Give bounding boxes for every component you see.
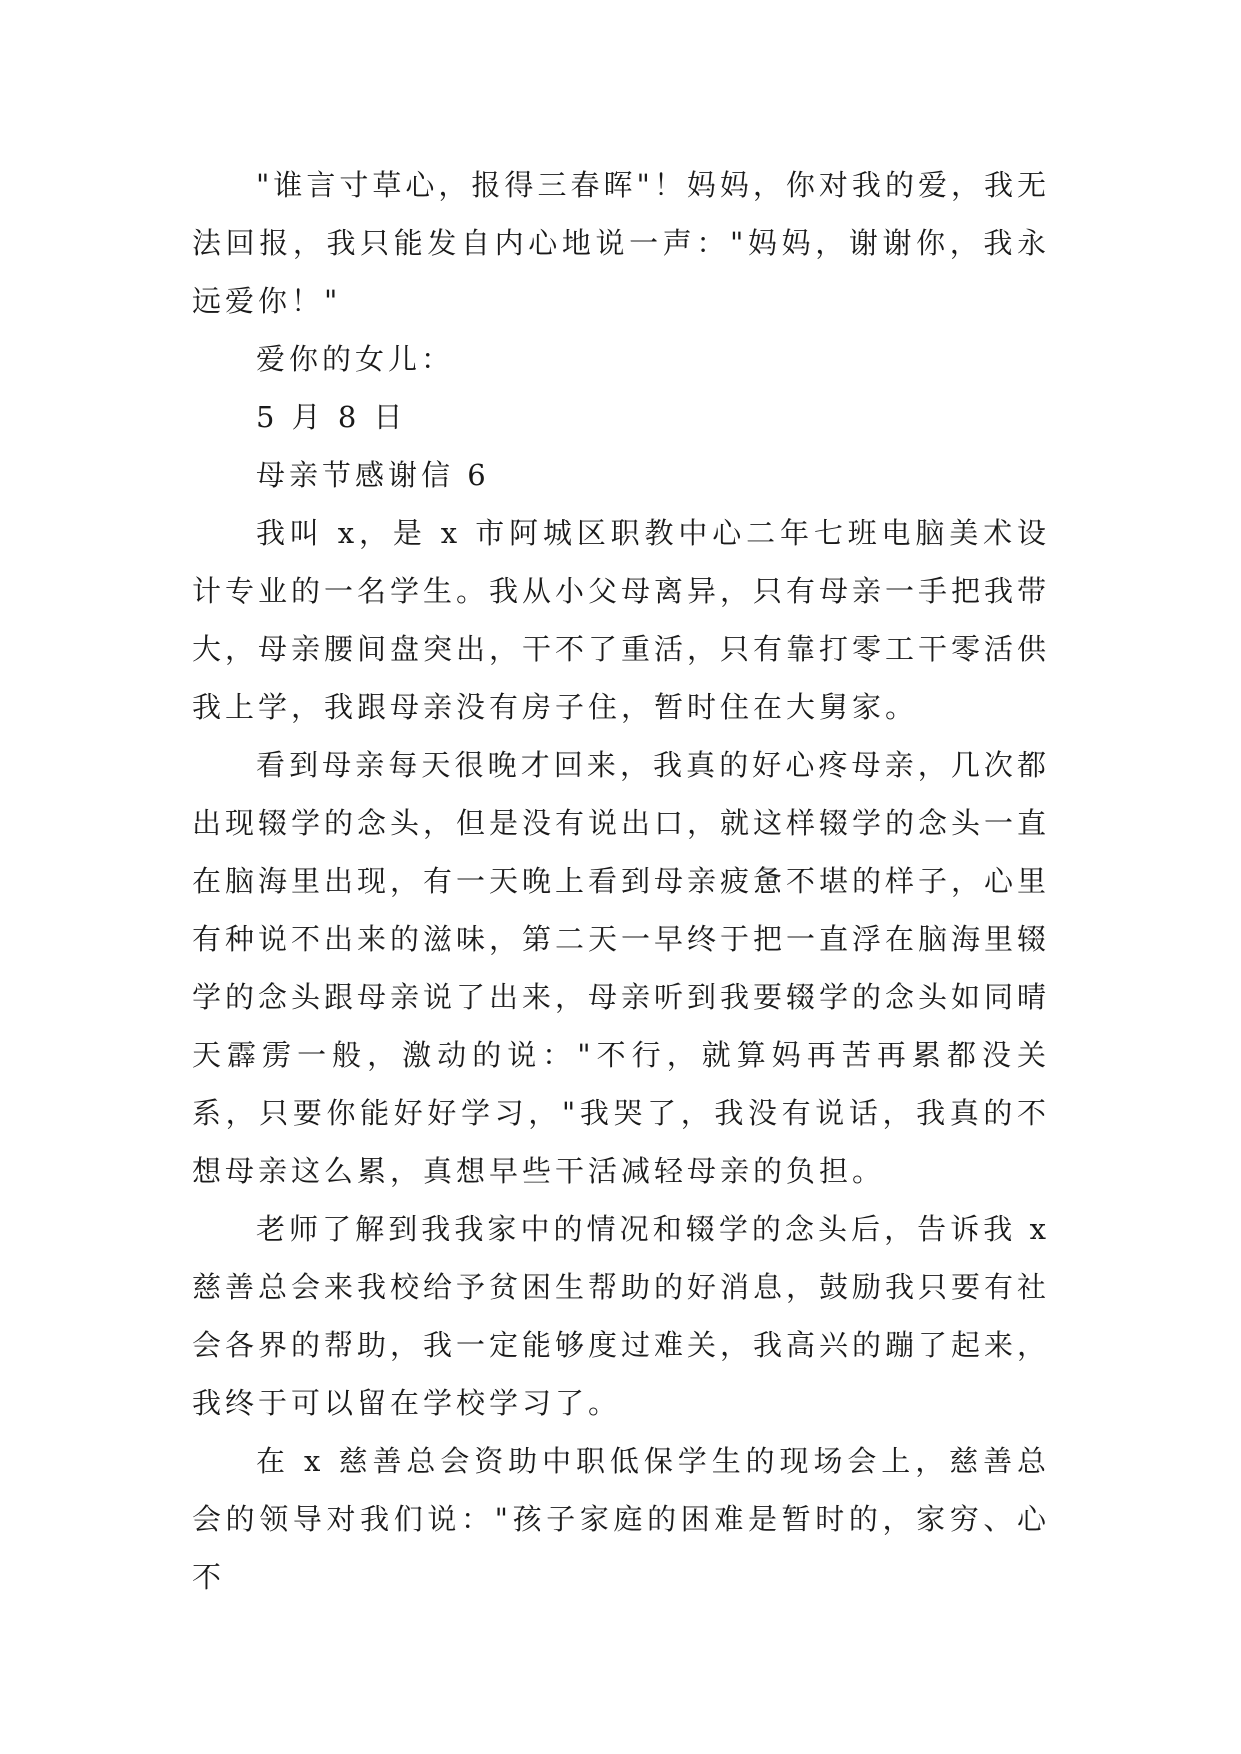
paragraph-teacher-help: 老师了解到我我家中的情况和辍学的念头后，告诉我 x 慈善总会来我校给予贫困生帮助的好消息，鼓励我只要有社会各界的帮助，我一定能够度过难关，我高兴的蹦了起来，我终于可以留在学校学习了。 xyxy=(192,1212,1064,1420)
date-line: 5 月 8 日 xyxy=(256,400,407,434)
letter-body xyxy=(192,156,1064,1606)
paragraph-dropout-thought: 看到母亲每天很晚才回来，我真的好心疼母亲，几次都出现辍学的念头，但是没有说出口，就这样辍学的念头一直在脑海里出现，有一天晚上看到母亲疲惫不堪的样子，心里有种说不出来的滋味，第二天一早终于把一直浮在脑海里辍学的念头跟母亲说了出来，母亲听到我要辍学的念头如同晴天霹雳一般，激动的说："不行，就算妈再苦再累都没关系，只要你能好好学习，"我哭了，我没有说话，我真的不想母亲这么累，真想早些干活减轻母亲的负担。 xyxy=(192,748,1051,1188)
signature-line: 爱你的女儿： xyxy=(256,342,455,376)
paragraph-charity-meeting: 在 x 慈善总会资助中职低保学生的现场会上，慈善总会的领导对我们说："孩子家庭的困难是暂时的，家穷、心不 xyxy=(192,1444,1050,1594)
paragraph-closing-quote: "谁言寸草心，报得三春晖"！妈妈，你对我的爱，我无法回报，我只能发自内心地说一声："妈妈，谢谢你，我永远爱你！" xyxy=(192,168,1050,318)
paragraph-introduction: 我叫 x，是 x 市阿城区职教中心二年七班电脑美术设计专业的一名学生。我从小父母离异，只有母亲一手把我带大，母亲腰间盘突出，干不了重活，只有靠打零工干零活供我上学，我跟母亲没有房子住，暂时住在大舅家。 xyxy=(192,516,1051,724)
section-title: 母亲节感谢信 6 xyxy=(256,458,490,492)
